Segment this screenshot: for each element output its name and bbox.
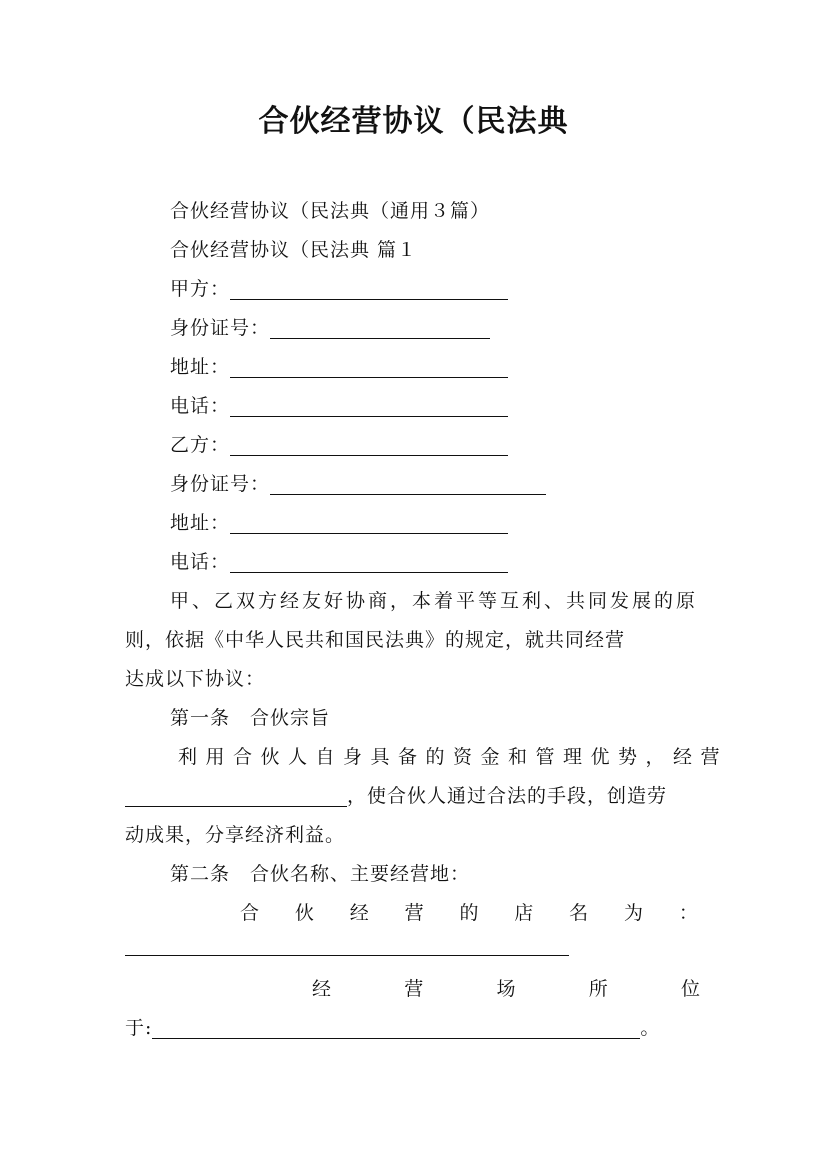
- shop-name-char: 为: [624, 902, 644, 924]
- party-b-address-blank[interactable]: [230, 513, 508, 534]
- article-1-line-3: 动成果，分享经济利益。: [125, 824, 346, 846]
- shop-name-char: 营: [404, 902, 424, 924]
- party-a-address-label: 地址：: [170, 356, 231, 378]
- shop-name-char: ：: [678, 902, 698, 924]
- party-b-phone-label: 电话：: [170, 551, 231, 573]
- party-b-phone-blank[interactable]: [230, 552, 508, 573]
- location-blank[interactable]: [152, 1018, 640, 1039]
- shop-name-char: 经: [349, 902, 369, 924]
- party-a-address-row: [170, 352, 508, 382]
- party-a-id-row: [170, 313, 490, 343]
- party-a-label: 甲方：: [170, 278, 231, 300]
- location-char: 所: [588, 978, 608, 1000]
- article-1-line-2: [125, 781, 667, 811]
- section-heading: 合伙经营协议（民法典 篇１: [170, 239, 418, 261]
- party-a-id-blank[interactable]: [270, 318, 490, 339]
- business-scope-blank[interactable]: [125, 786, 347, 807]
- party-b-phone-row: [170, 547, 508, 577]
- party-b-id-label: 身份证号：: [170, 473, 271, 495]
- party-a-blank[interactable]: [230, 279, 508, 300]
- party-b-id-row: [170, 469, 546, 499]
- shop-name-char: 店: [514, 902, 534, 924]
- location-char: 经: [312, 978, 332, 1000]
- shop-name-line: [240, 898, 698, 928]
- party-b-id-blank[interactable]: [270, 474, 546, 495]
- document-title: 合伙经营协议（民法典: [258, 104, 569, 139]
- party-a-phone-blank[interactable]: [230, 396, 508, 417]
- party-b-address-label: 地址：: [170, 512, 231, 534]
- party-a-id-label: 身份证号：: [170, 317, 271, 339]
- location-char: 场: [496, 978, 516, 1000]
- article-1-line-2-text: ，使合伙人通过合法的手段，创造劳: [347, 785, 668, 807]
- party-a-phone-row: [170, 391, 508, 421]
- location-char: 位: [680, 978, 700, 1000]
- shop-name-char: 合: [240, 902, 260, 924]
- party-a-row: [170, 274, 508, 304]
- intro-line-2: 则，依据《中华人民共和国民法典》的规定，就共同经营: [125, 629, 626, 651]
- document-subtitle: 合伙经营协议（民法典（通用３篇）: [170, 200, 491, 222]
- shop-name-char: 名: [569, 902, 589, 924]
- party-b-label: 乙方：: [170, 434, 231, 456]
- article-1-heading: 第一条 合伙宗旨: [170, 707, 331, 729]
- location-line: [312, 974, 700, 1004]
- party-b-blank[interactable]: [230, 435, 508, 456]
- intro-line-1: 甲、乙双方经友好协商，本着平等互利、共同发展的原: [170, 590, 699, 612]
- party-a-phone-label: 电话：: [170, 395, 231, 417]
- shop-name-char: 伙: [294, 902, 314, 924]
- party-a-address-blank[interactable]: [230, 357, 508, 378]
- shop-name-char: 的: [459, 902, 479, 924]
- article-1-line-1: 利用合伙人自身具备的资金和管理优势，经营: [178, 746, 729, 768]
- intro-line-3: 达成以下协议：: [125, 668, 266, 690]
- party-b-address-row: [170, 508, 508, 538]
- party-b-row: [170, 430, 508, 460]
- location-line-2: [125, 1013, 660, 1043]
- location-prefix: 于:: [125, 1017, 153, 1039]
- shop-name-blank[interactable]: [125, 955, 569, 956]
- article-2-heading: 第二条 合伙名称、主要经营地：: [170, 863, 471, 885]
- location-suffix: 。: [640, 1017, 661, 1039]
- location-char: 营: [404, 978, 424, 1000]
